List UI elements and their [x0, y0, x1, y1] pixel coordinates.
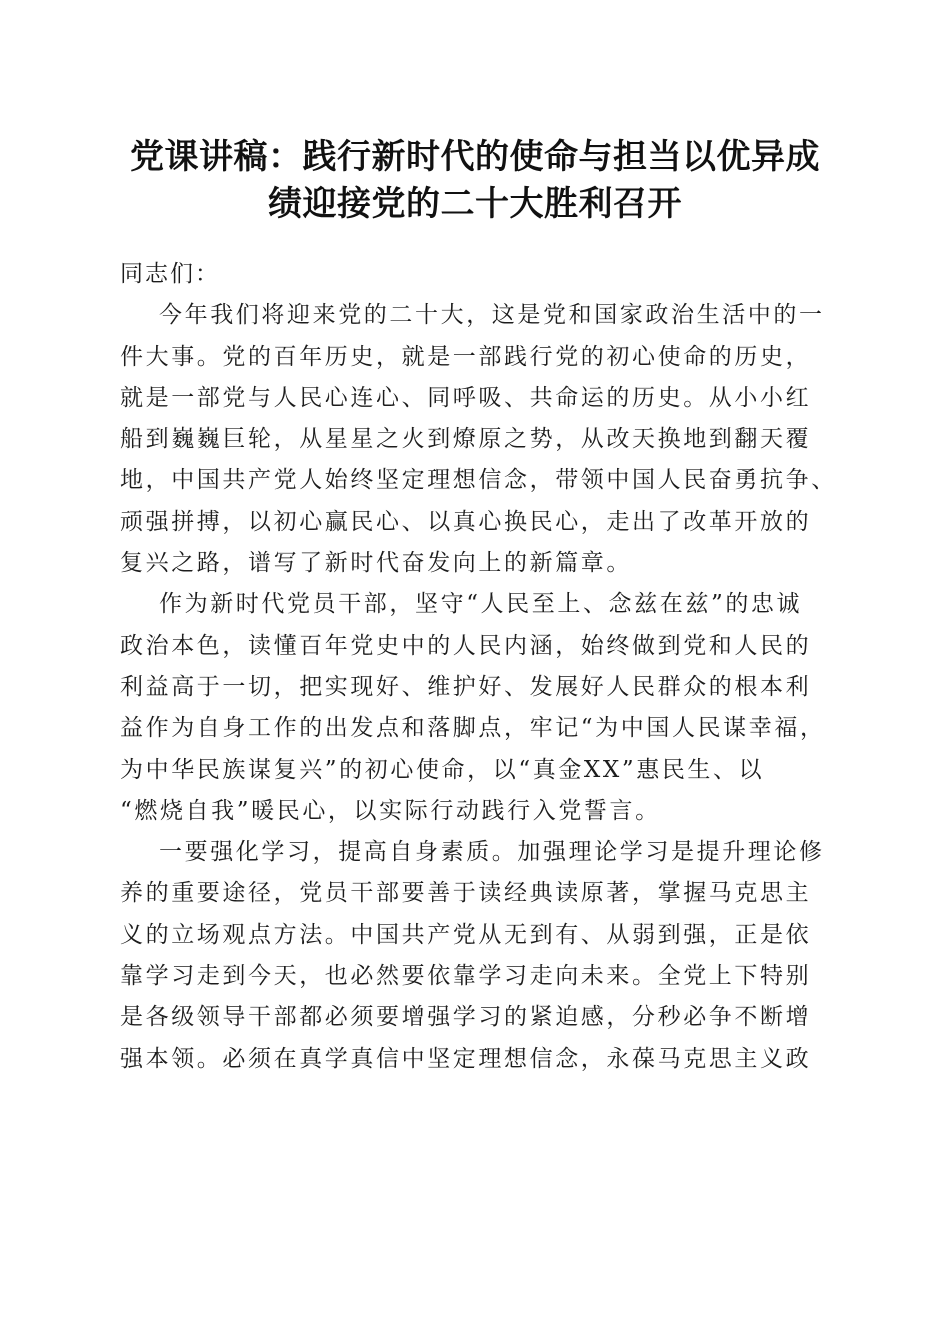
document-body — [120, 254, 835, 1080]
paragraph-line: 义的立场观点方法。中国共产党从无到有、从弱到强，正是依 — [120, 921, 812, 948]
title-line: 绩迎接党的二十大胜利召开 — [268, 184, 682, 224]
paragraph-line: 地，中国共产党人始终坚定理想信念，带领中国人民奋勇抗争、 — [120, 467, 837, 494]
paragraph-line: 是各级领导干部都必须要增强学习的紧迫感，分秒必争不断增 — [120, 1004, 812, 1031]
paragraph-line: 为中华民族谋复兴”的初心使命，以“真金XX”惠民生、以 — [120, 756, 765, 783]
paragraph-line: 就是一部党与人民心连心、同呼吸、共命运的历史。从小小红 — [120, 384, 812, 411]
paragraph-line: 利益高于一切，把实现好、维护好、发展好人民群众的根本利 — [120, 673, 812, 700]
paragraph-line: 作为新时代党员干部，坚守“人民至上、念兹在兹”的忠诚 — [159, 591, 803, 618]
paragraph-line: 件大事。党的百年历史，就是一部践行党的初心使命的历史， — [120, 343, 812, 370]
paragraph-line: 养的重要途径，党员干部要善于读经典读原著，掌握马克思主 — [120, 880, 812, 907]
paragraph-3 — [120, 832, 835, 1080]
paragraph-line: 复兴之路，谱写了新时代奋发向上的新篇章。 — [120, 550, 632, 577]
paragraph-line: 靠学习走到今天，也必然要依靠学习走向未来。全党上下特别 — [120, 963, 812, 990]
paragraph-line: 强本领。必须在真学真信中坚定理想信念，永葆马克思主义政 — [120, 1045, 812, 1072]
paragraph-line: “燃烧自我”暖民心，以实际行动践行入党誓言。 — [120, 797, 661, 824]
paragraph-line: 益作为自身工作的出发点和落脚点，牢记“为中国人民谋幸福， — [120, 715, 826, 742]
paragraph-2 — [120, 584, 835, 832]
document-title — [100, 134, 850, 228]
paragraph-line: 一要强化学习，提高自身素质。加强理论学习是提升理论修 — [159, 839, 825, 866]
paragraph-line: 今年我们将迎来党的二十大，这是党和国家政治生活中的一 — [159, 302, 825, 329]
paragraph-1 — [120, 295, 835, 584]
paragraph-line: 船到巍巍巨轮，从星星之火到燎原之势，从改天换地到翻天覆 — [120, 426, 812, 453]
greeting: 同志们： — [120, 261, 220, 287]
paragraph-line: 顽强拼搏，以初心赢民心、以真心换民心，走出了改革开放的 — [120, 508, 812, 535]
title-line: 党课讲稿：践行新时代的使命与担当以优异成 — [130, 137, 820, 177]
paragraph-line: 政治本色，读懂百年党史中的人民内涵，始终做到党和人民的 — [120, 632, 812, 659]
